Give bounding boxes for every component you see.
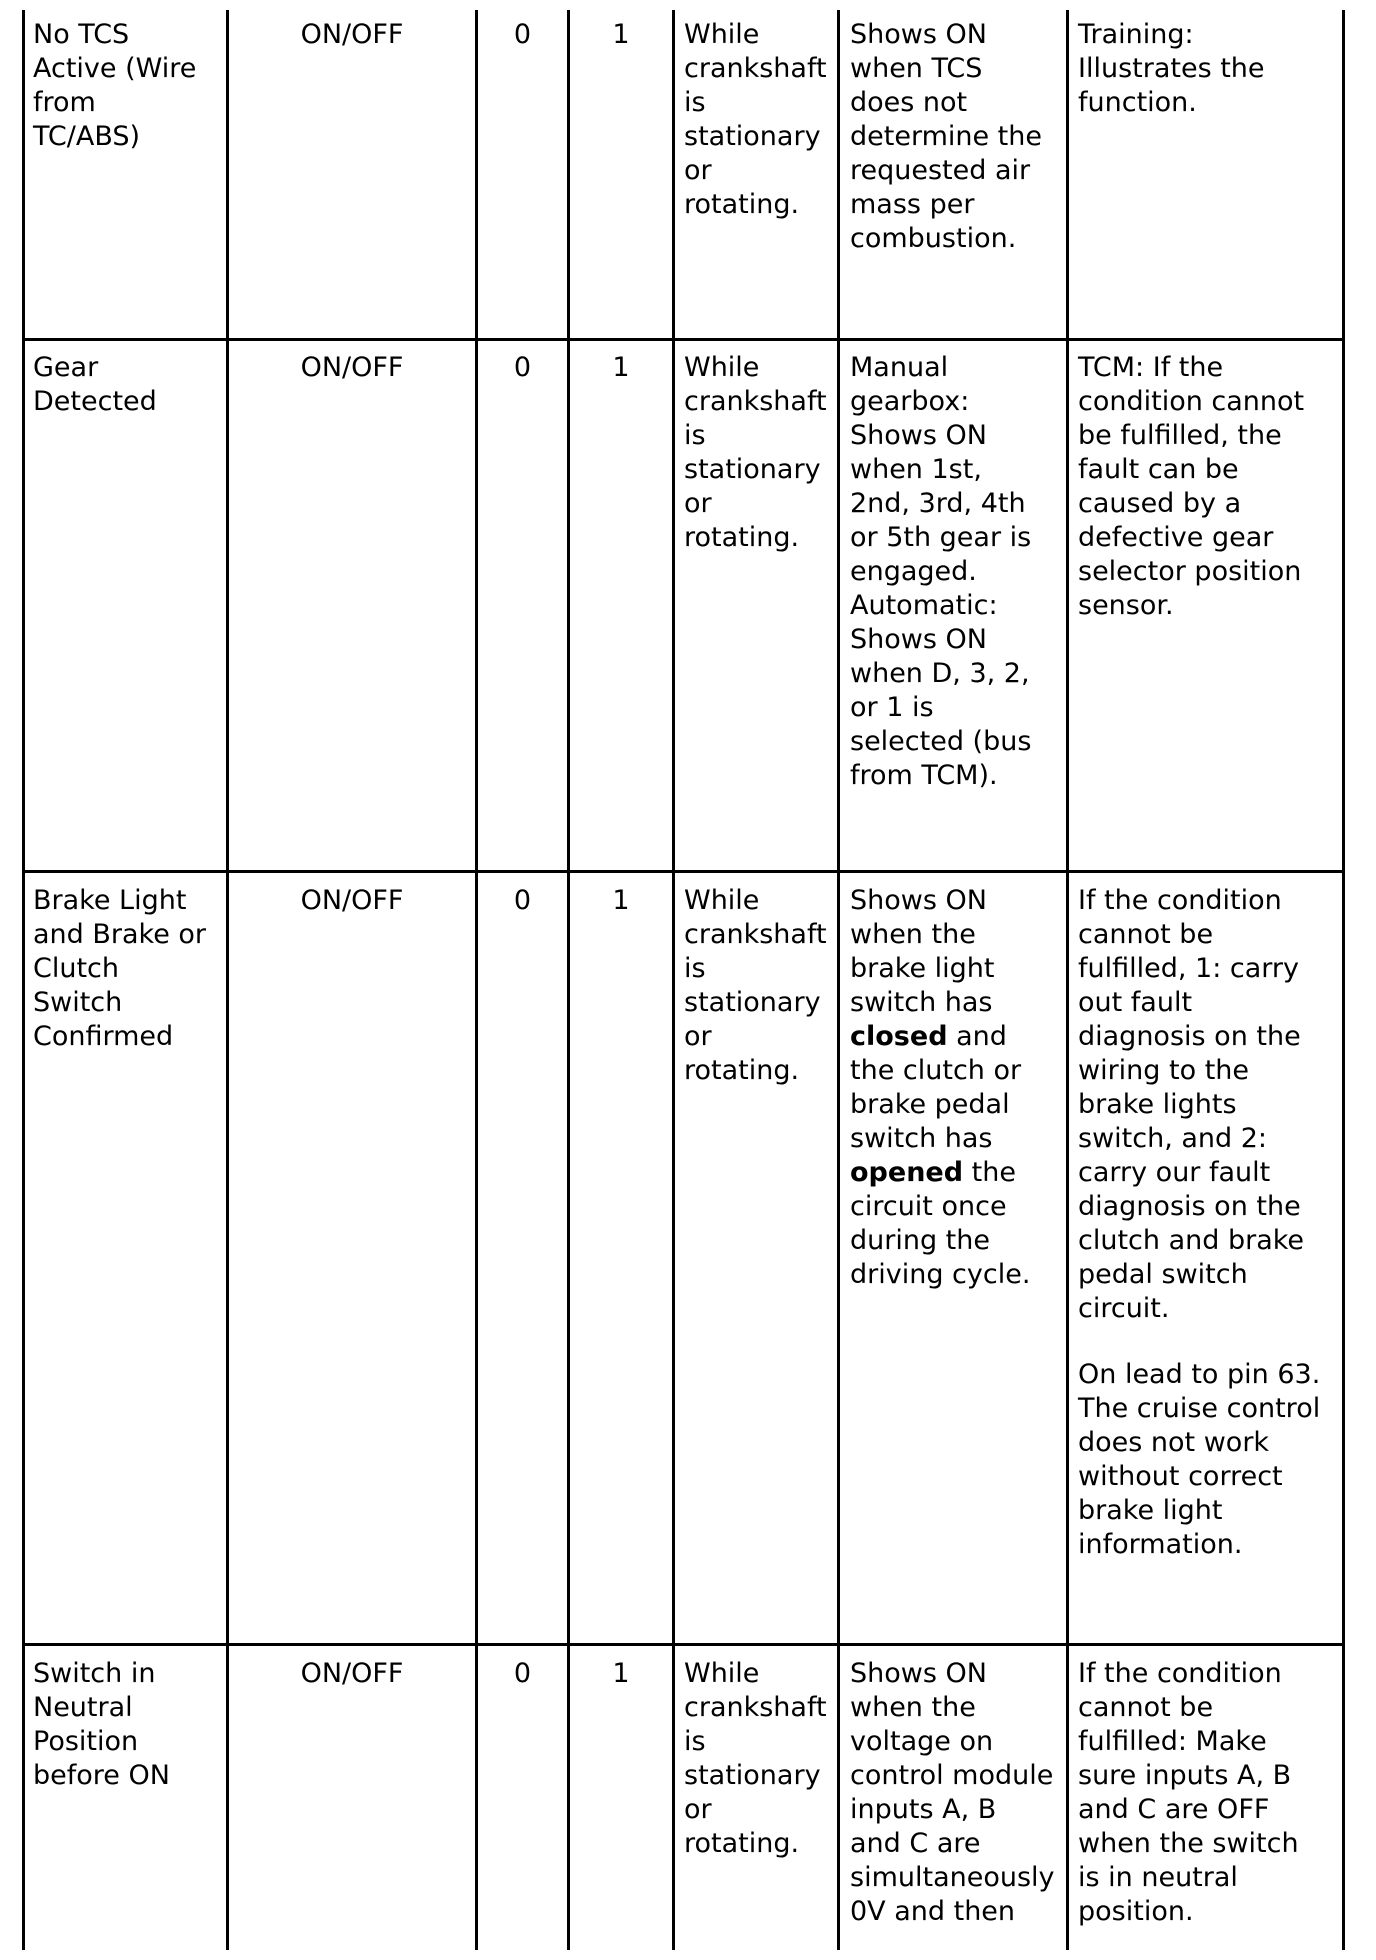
row-3-min: 0	[513, 885, 532, 916]
row-1-min: 0	[513, 19, 532, 50]
row-2-notes: TCM: If the condition cannot be fulfilled, the fault can be caused by a defective gear selector position sensor.	[1078, 352, 1305, 621]
row-4-name: Switch in Neutral Position before ON	[33, 1658, 170, 1791]
row-3-max: 1	[612, 885, 630, 916]
row-divider	[22, 338, 1342, 341]
row-divider	[22, 1643, 1342, 1646]
row-2-max: 1	[612, 352, 630, 383]
description-text: the circuit once during the driving cycle.	[850, 1157, 1031, 1290]
description-text: Shows ON when the brake light switch has	[850, 885, 995, 1018]
row-4-max: 1	[612, 1658, 630, 1689]
description-bold-closed: closed	[850, 1021, 948, 1052]
row-1-description: Shows ON when TCS does not determine the requested air mass per combustion.	[850, 19, 1042, 254]
row-1-max: 1	[612, 19, 630, 50]
row-4-condition: While crankshaft is stationary or rotating.	[684, 1658, 827, 1859]
row-3-notes: If the condition cannot be fulfilled, 1: carry out fault diagnosis on the wiring to the brake lights switch, and 2: carry our fault diagnosis on the clutch and brake pedal switch circuit.	[1078, 885, 1305, 1324]
row-divider	[22, 870, 1342, 873]
row-1-condition: While crankshaft is stationary or rotating.	[684, 19, 827, 220]
column-divider	[1342, 10, 1345, 1950]
row-2-unit: ON/OFF	[300, 352, 404, 383]
row-1-notes: Training: Illustrates the function.	[1078, 19, 1265, 118]
row-4-description: Shows ON when the voltage on control module inputs A, B and C are simultaneously 0V and then	[850, 1658, 1055, 1927]
row-3-condition: While crankshaft is stationary or rotating.	[684, 885, 827, 1086]
column-divider	[672, 10, 675, 1950]
description-bold-opened: opened	[850, 1157, 964, 1188]
row-3-name: Brake Light and Brake or Clutch Switch Confirmed	[33, 885, 207, 1052]
row-2-condition: While crankshaft is stationary or rotating.	[684, 352, 827, 553]
row-3-description	[850, 884, 1065, 1292]
column-divider	[22, 10, 25, 1950]
row-4-unit: ON/OFF	[300, 1658, 404, 1689]
row-3-notes-secondary: On lead to pin 63. The cruise control does not work without correct brake light information.	[1078, 1359, 1321, 1560]
row-2-description: Manual gearbox: Shows ON when 1st, 2nd, 3rd, 4th or 5th gear is engaged. Automatic: Shows ON when D, 3, 2, or 1 is selected (bus from TCM).	[850, 352, 1032, 791]
row-2-min: 0	[513, 352, 532, 383]
row-3-unit: ON/OFF	[300, 885, 404, 916]
row-4-min: 0	[513, 1658, 532, 1689]
column-divider	[1066, 10, 1069, 1950]
row-2-name: Gear Detected	[33, 352, 157, 417]
description-text: and the clutch or brake pedal switch has	[850, 1021, 1022, 1154]
row-1-name: No TCS Active (Wire from TC/ABS)	[33, 19, 197, 152]
row-4-notes: If the condition cannot be fulfilled: Make sure inputs A, B and C are OFF when the switch is in neutral position.	[1078, 1658, 1299, 1927]
row-1-unit: ON/OFF	[300, 19, 404, 50]
